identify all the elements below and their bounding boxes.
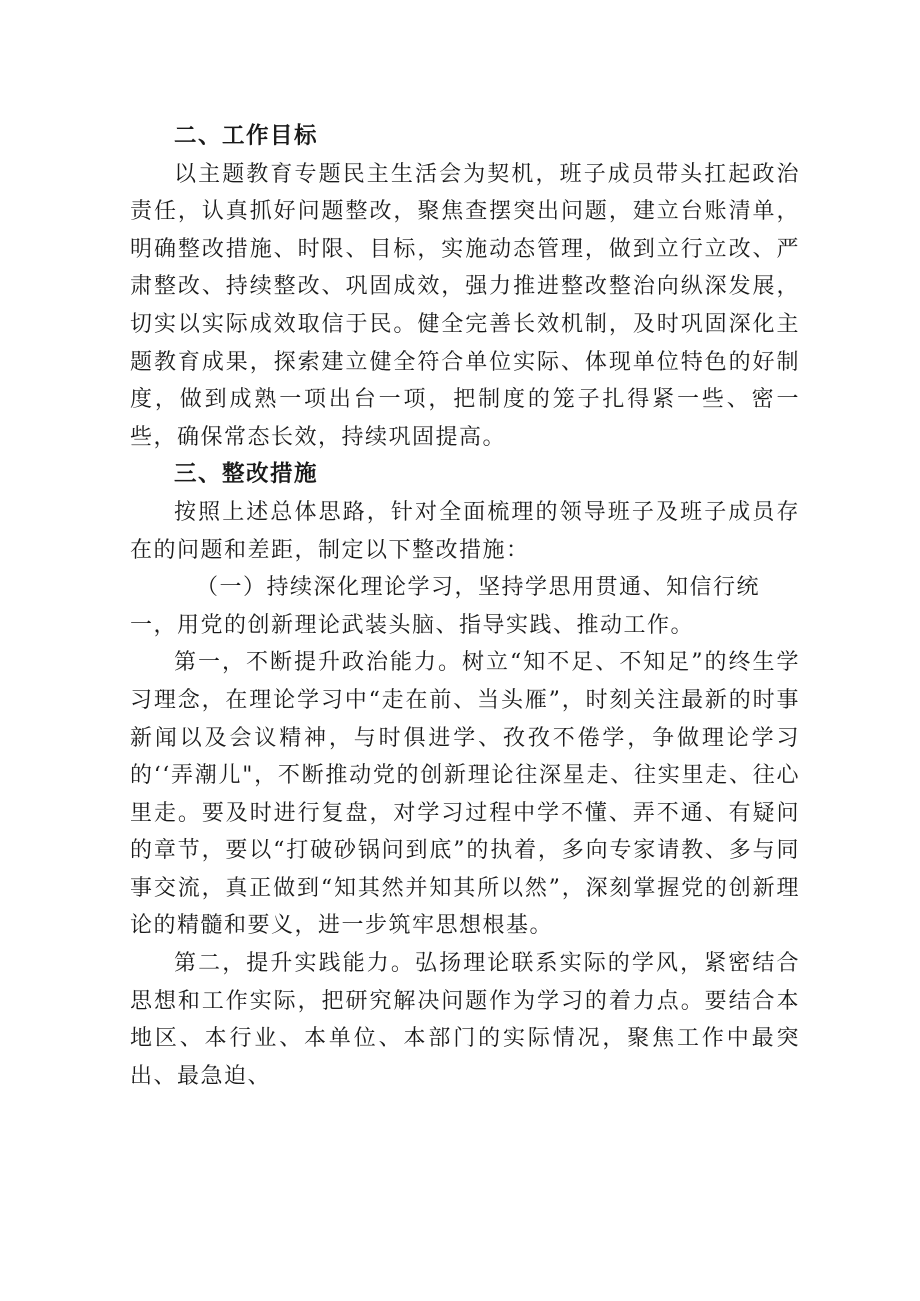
work-goals-paragraph: 以主题教育专题民主生活会为契机，班子成员带头扛起政治责任，认真抓好问题整改，聚焦查摆突出问题，建立台账清单，明确整改措施、时限、目标，实施动态管理，做到立行立改、严肃整改、持续整改、巩固成效，强力推进整改整治向纵深发展，切实以实际成效取信于民。健全完善长效机制，及时巩固深化主题教育成果，探索建立健全符合单位实际、体现单位特色的好制度，做到成熟一项出台一项，把制度的笼子扎得紧一些、密一些，确保常态长效，持续巩固提高。 <box>130 161 800 450</box>
point-2-paragraph: 第二，提升实践能力。弘扬理论联系实际的学风，紧密结合思想和工作实际，把研究解决问题作为学习的着力点。要结合本地区、本行业、本单位、本部门的实际情况，聚焦工作中最突出、最急迫、 <box>130 951 800 1089</box>
document-body <box>130 118 800 1095</box>
section-heading-rectification-measures: 三、整改措施 <box>174 461 319 488</box>
rectification-intro-paragraph: 按照上述总体思路，针对全面梳理的领导班子及班子成员存在的问题和差距，制定以下整改措施： <box>130 499 800 563</box>
point-1-paragraph: 第一，不断提升政治能力。树立“知不足、不知足”的终生学习理念，在理论学习中“走在前、当头雁”，时刻关注最新的时事新闻以及会议精神，与时俱进学、孜孜不倦学，争做理论学习的‘‘弄潮儿"，不断推动党的创新理论往深星走、往实里走、往心里走。要及时进行复盘，对学习过程中学不懂、弄不通、有疑问的章节，要以“打破砂锅问到底”的执着，多向专家请教、多与同事交流，真正做到“知其然并知其所以然”，深刻掌握党的创新理论的精髓和要义，进一步筑牢思想根基。 <box>130 650 800 939</box>
rectification-subheading-1: （一）持续深化理论学习，坚持学思用贯通、知信行统一，用党的创新理论武装头脑、指导实践、推动工作。 <box>130 575 761 638</box>
section-heading-work-goals: 二、工作目标 <box>174 123 319 149</box>
